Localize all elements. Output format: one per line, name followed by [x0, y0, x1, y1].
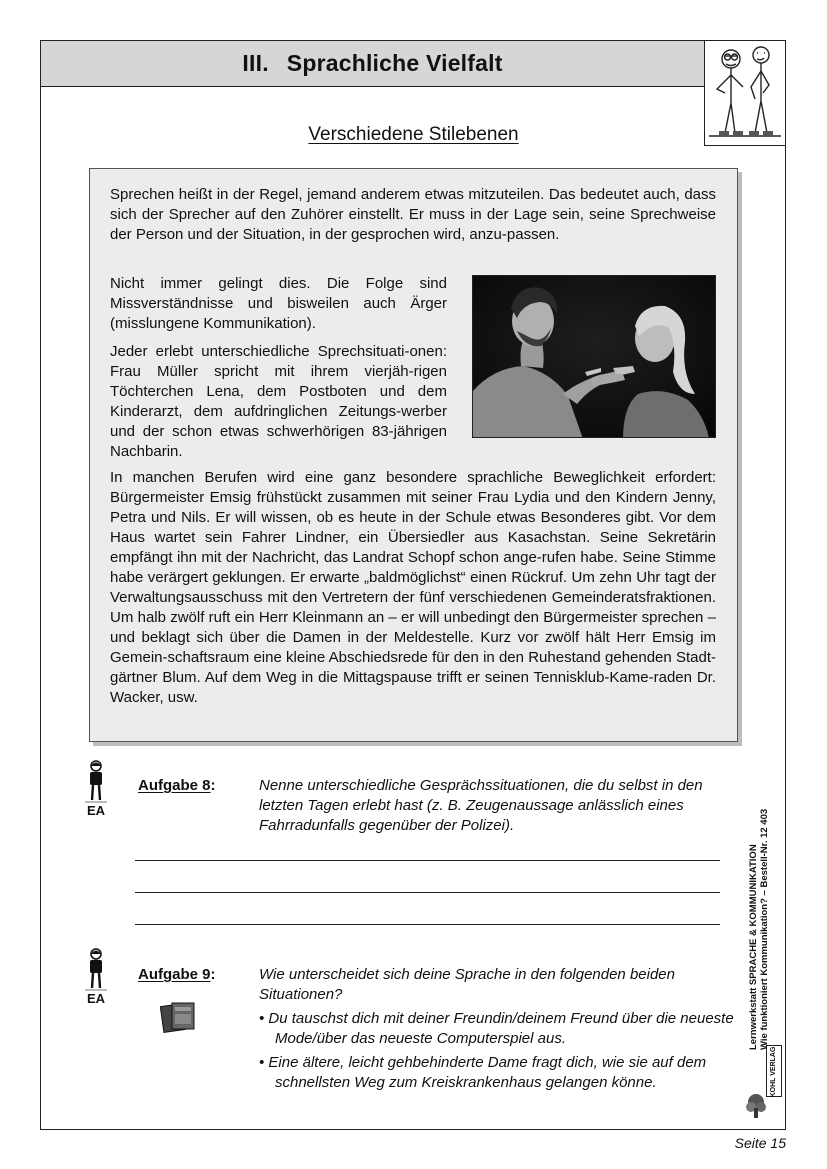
text-paragraph-3: Jeder erlebt unterschiedliche Sprechsituati-onen: Frau Müller spricht mit ihrem vierjäh-rigen Töchterchen Lena, dem Postboten und dem Kinderarzt, dem aufdringlichen Zeitungs-werber und der schon etwas schwerhörigen 83-jährigen Nachbarin. [110, 343, 447, 460]
publisher-logo-icon [744, 1090, 768, 1125]
task-9-bullet-2: • Eine ältere, leicht gehbehinderte Dame fragt dich, wie sie auf dem schnellsten Weg zum Kreiskrankenhaus gelangen könne. [259, 1054, 707, 1091]
section-subtitle: Verschiedene Stilebenen [308, 124, 519, 145]
task-9-bullet-1: • Du tauschst dich mit deiner Freundin/deinem Freund über die neueste Mode/über das neueste Computerspiel aus. [259, 1010, 734, 1047]
books-icon [160, 999, 200, 1040]
text-paragraph-1: Sprechen heißt in der Regel, jemand anderem etwas mitzuteilen. Das bedeutet auch, dass sich der Sprecher auf den Zuhörer einstellt. Er muss in der Lage sein, seine Sprechweise der Person und der Situation, in der gesprochen wird, anzu-passen. [110, 186, 716, 243]
individual-work-icon [81, 948, 111, 997]
individual-work-icon [81, 760, 111, 809]
text-paragraph-2: Nicht immer gelingt dies. Die Folge sind Missverständnisse und bisweilen auch Ärger (misslungene Kommunikation). [110, 275, 447, 332]
answer-line[interactable] [135, 860, 720, 861]
task-9-text: Wie unterscheidet sich deine Sprache in den folgenden beiden Situationen? [259, 966, 675, 1003]
series-credit [748, 808, 782, 1050]
chapter-number: III. [242, 50, 269, 76]
chapter-header [40, 40, 705, 87]
task-8-text: Nenne unterschiedliche Gesprächssituationen, die du selbst in den letzten Tagen erlebt hast (z. B. Zeugenaussage anlässlich eines Fahrradunfalls gegenüber der Polizei). [259, 777, 703, 834]
text-paragraph-4: In manchen Berufen wird eine ganz besondere sprachliche Beweglichkeit erfordert: Bürgermeister Emsig frühstückt zusammen mit seiner Frau Lydia und den Kindern Jenny, Petra und Nils. Er will wissen, ob es heute in der Schule etwas Besonderes gibt. Vor dem Haus wartet sein Fahrer Lindner, ein Übersiedler aus Kasachstan. Seine Sekretärin empfängt ihn mit der Nachricht, das Landrat Schopf schon ange-rufen habe. Seine Stimme habe verärgert geklungen. Er erwarte „baldmöglichst“ einen Rückruf. Um zehn Uhr tagt der Verwaltungsausschuss mit den Vertretern der fünf verschiedenen Gemeinderatsfraktionen. Um halb zwölf ruft ein Herr Kleinmann an – er will unbedingt den Bürgermeister sprechen – und beklagt sich über die Damen in der Meldestelle. Kurz vor zwölf hält Herr Emsig im Gemein-schaftsraum eine kleine Abschiedsrede für den in den Ruhestand gehenden Stadt-gärtner Blum. Auf dem Weg in die Mittagspause trifft er seinen Tennisklub-Kame-raden Dr. Wacker, usw. [110, 469, 716, 706]
answer-line[interactable] [135, 924, 720, 925]
publisher-label: KOHL VERLAG [766, 1045, 782, 1097]
arguing-couple-photo [472, 275, 716, 438]
task-8-badge: EA [86, 803, 106, 818]
answer-line[interactable] [135, 892, 720, 893]
task-9-badge: EA [86, 991, 106, 1006]
page-number: Seite 15 [734, 1135, 786, 1151]
series-title: Lernwerkstatt SPRACHE & KOMMUNIKATION [748, 844, 759, 1050]
task-8-label: Aufgabe 8: [138, 777, 216, 794]
task-9-label: Aufgabe 9: [138, 966, 216, 983]
chapter-title: Sprachliche Vielfalt [286, 50, 503, 76]
order-number: Wie funktioniert Kommunikation? – Bestell-Nr. 12 403 [759, 808, 770, 1050]
